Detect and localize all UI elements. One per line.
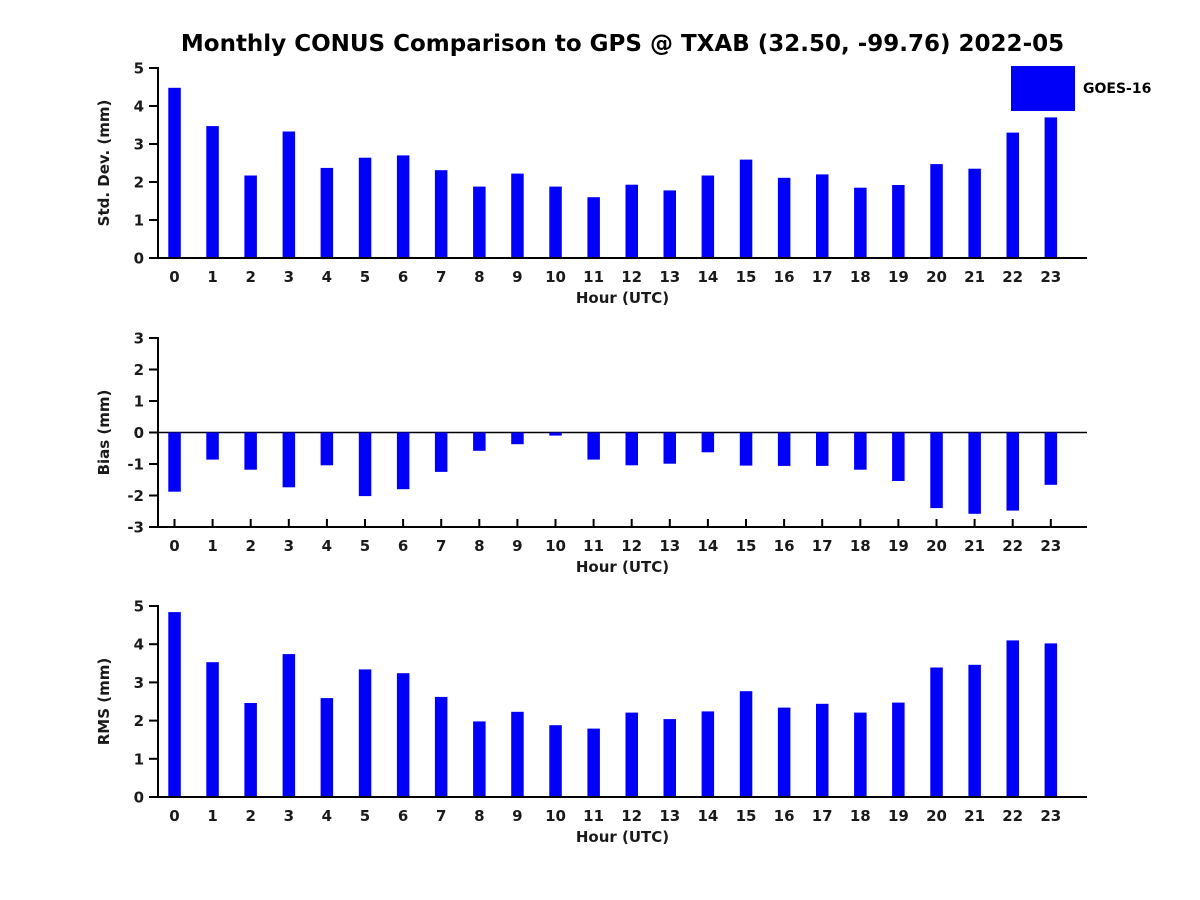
x-tick-label: 6 [397,268,409,286]
bar-std-dev-hour-4 [321,168,334,258]
bar-bias-hour-13 [664,433,677,464]
x-tick-label: 5 [359,807,371,825]
legend-label: GOES-16 [1083,80,1152,97]
x-tick-label: 4 [321,807,333,825]
bar-bias-hour-9 [511,433,524,445]
subplot-std-dev [95,60,1087,308]
bar-rms-hour-11 [587,729,600,797]
x-tick-label: 8 [474,537,485,555]
subplot-rms [95,598,1087,847]
x-tick-label: 9 [512,807,523,825]
bar-std-dev-hour-7 [435,170,448,258]
y-tick-label: 2 [133,361,144,379]
x-tick-label: 3 [283,268,295,286]
x-tick-label: 11 [583,268,605,286]
y-tick-label: 5 [133,59,144,78]
bar-bias-hour-0 [168,433,181,492]
x-tick-label: 13 [659,268,681,286]
bar-rms-hour-16 [778,708,791,797]
y-tick-label: 1 [133,392,144,411]
y-tick-label: 2 [133,173,144,192]
bar-rms-hour-12 [626,713,639,797]
x-tick-label: 0 [169,268,180,286]
bar-rms-hour-18 [854,713,867,797]
x-tick-label: 16 [773,268,795,286]
bar-bias-hour-5 [359,433,372,497]
y-tick-label: 3 [133,329,144,348]
y-tick-label: 4 [133,635,144,654]
x-tick-label: 7 [435,807,447,825]
y-axis-label: Bias (mm) [95,389,113,476]
x-tick-label: 22 [1002,268,1024,286]
x-tick-label: 0 [169,537,180,555]
x-tick-label: 2 [245,268,256,286]
y-tick-label: 3 [133,135,144,154]
bar-rms-hour-19 [892,703,905,797]
y-tick-label: 0 [133,788,144,807]
x-tick-label: 19 [887,807,909,825]
bar-bias-hour-21 [968,433,981,514]
bar-bias-hour-18 [854,433,867,470]
bar-std-dev-hour-12 [626,185,639,258]
y-tick-label: 0 [133,424,144,442]
x-tick-label: 20 [926,268,947,286]
x-tick-label: 6 [397,807,409,825]
x-tick-label: 16 [773,537,795,555]
bar-rms-hour-6 [397,673,410,797]
bar-rms-hour-17 [816,704,829,797]
bar-rms-hour-3 [283,654,296,797]
x-tick-label: 22 [1002,807,1024,825]
x-tick-label: 21 [964,537,986,555]
x-tick-label: 11 [583,807,605,825]
bar-bias-hour-14 [702,433,715,453]
x-tick-label: 9 [512,537,523,555]
bar-bias-hour-7 [435,433,448,472]
x-tick-label: 7 [435,268,447,286]
x-tick-label: 0 [169,807,180,825]
bar-std-dev-hour-17 [816,174,829,258]
x-tick-label: 10 [545,807,566,825]
x-tick-label: 12 [621,268,643,286]
y-tick-label: 1 [133,750,144,769]
x-tick-label: 2 [245,537,256,555]
x-tick-label: 3 [283,537,295,555]
bar-rms-hour-20 [930,668,943,798]
chart-title: Monthly CONUS Comparison to GPS @ TXAB (32.50, -99.76) 2022-05 [180,31,1065,57]
bar-std-dev-hour-21 [968,169,981,258]
x-axis-label: Hour (UTC) [575,828,670,846]
subplot-bias [95,330,1087,577]
x-tick-label: 20 [926,807,947,825]
bar-rms-hour-13 [664,719,677,797]
bar-bias-hour-10 [549,433,562,436]
bar-bias-hour-20 [930,433,943,509]
bar-std-dev-hour-9 [511,174,524,258]
x-tick-label: 21 [964,268,986,286]
y-tick-label: -3 [127,518,144,537]
x-tick-label: 13 [659,537,681,555]
bar-bias-hour-1 [206,433,219,460]
x-tick-label: 19 [887,268,909,286]
x-axis-label: Hour (UTC) [575,558,670,576]
x-tick-label: 17 [811,807,833,825]
x-tick-label: 15 [735,537,757,555]
bar-bias-hour-19 [892,433,905,482]
y-tick-label: -2 [127,487,144,505]
x-tick-label: 21 [964,807,986,825]
x-tick-label: 14 [697,268,719,286]
bar-std-dev-hour-0 [168,88,181,258]
bar-bias-hour-11 [587,433,600,460]
bar-rms-hour-4 [321,698,334,797]
bar-bias-hour-23 [1045,433,1058,485]
y-tick-label: 2 [133,712,144,731]
x-tick-label: 1 [207,537,218,555]
x-tick-label: 1 [207,807,218,825]
bar-rms-hour-5 [359,669,372,797]
bar-rms-hour-0 [168,612,181,797]
x-tick-label: 14 [697,807,719,825]
y-tick-label: 1 [133,211,144,230]
x-tick-label: 2 [245,807,256,825]
x-tick-label: 17 [811,537,833,555]
y-tick-label: 4 [133,97,144,116]
bar-std-dev-hour-8 [473,187,486,258]
bar-std-dev-hour-16 [778,178,791,258]
x-tick-label: 19 [887,537,909,555]
bar-bias-hour-17 [816,433,829,466]
bar-rms-hour-2 [244,703,257,797]
x-tick-label: 11 [583,537,605,555]
x-tick-label: 8 [474,268,485,286]
x-tick-label: 10 [545,537,566,555]
bar-rms-hour-21 [968,665,981,797]
x-tick-label: 12 [621,537,643,555]
bar-std-dev-hour-22 [1007,133,1020,258]
x-tick-label: 15 [735,268,757,286]
y-axis-label: RMS (mm) [95,657,113,746]
bar-std-dev-hour-20 [930,164,943,258]
bar-bias-hour-2 [244,433,257,470]
y-tick-label: 3 [133,673,144,692]
bar-std-dev-hour-2 [244,176,257,259]
x-tick-label: 3 [283,807,295,825]
x-axis-label: Hour (UTC) [575,289,670,307]
bar-std-dev-hour-3 [283,132,296,259]
bar-rms-hour-15 [740,691,753,797]
x-tick-label: 9 [512,268,523,286]
bar-std-dev-hour-15 [740,160,753,258]
x-tick-label: 5 [359,268,371,286]
x-tick-label: 14 [697,537,719,555]
bar-bias-hour-8 [473,433,486,451]
x-tick-label: 6 [397,537,409,555]
bar-std-dev-hour-19 [892,185,905,258]
bar-rms-hour-22 [1007,640,1020,797]
bar-rms-hour-14 [702,711,715,797]
bar-rms-hour-8 [473,721,486,797]
bar-bias-hour-15 [740,433,753,466]
bar-rms-hour-7 [435,697,448,797]
x-tick-label: 16 [773,807,795,825]
bar-rms-hour-10 [549,725,562,797]
bar-std-dev-hour-5 [359,158,372,258]
x-tick-label: 18 [849,807,871,825]
bar-std-dev-hour-6 [397,155,410,258]
x-tick-label: 15 [735,807,757,825]
y-tick-label: 5 [133,597,144,616]
x-tick-label: 18 [849,537,871,555]
x-tick-label: 23 [1040,807,1062,825]
x-tick-label: 7 [435,537,447,555]
bar-bias-hour-12 [626,433,639,466]
bar-rms-hour-9 [511,712,524,797]
y-tick-label: 0 [133,249,144,268]
bar-std-dev-hour-10 [549,187,562,258]
x-tick-label: 20 [926,537,947,555]
x-tick-label: 1 [207,268,218,286]
bar-rms-hour-23 [1045,643,1058,797]
y-axis-label: Std. Dev. (mm) [95,99,113,227]
bar-bias-hour-16 [778,433,791,466]
x-tick-label: 4 [321,268,333,286]
x-tick-label: 13 [659,807,681,825]
bar-bias-hour-4 [321,433,334,466]
bar-std-dev-hour-18 [854,188,867,258]
x-tick-label: 12 [621,807,643,825]
x-tick-label: 18 [849,268,871,286]
bar-bias-hour-22 [1007,433,1020,511]
bar-std-dev-hour-23 [1045,117,1058,258]
x-tick-label: 4 [321,537,333,555]
bar-rms-hour-1 [206,662,219,797]
bar-std-dev-hour-14 [702,176,715,259]
x-tick-label: 23 [1040,537,1062,555]
x-tick-label: 5 [359,537,371,555]
bar-std-dev-hour-13 [664,190,677,258]
x-tick-label: 8 [474,807,485,825]
x-tick-label: 10 [545,268,566,286]
bar-std-dev-hour-1 [206,126,219,258]
x-tick-label: 23 [1040,268,1062,286]
x-tick-label: 22 [1002,537,1024,555]
bar-bias-hour-6 [397,433,410,490]
bar-std-dev-hour-11 [587,197,600,258]
y-tick-label: -1 [127,455,144,474]
x-tick-label: 17 [811,268,833,286]
bar-bias-hour-3 [283,433,296,488]
